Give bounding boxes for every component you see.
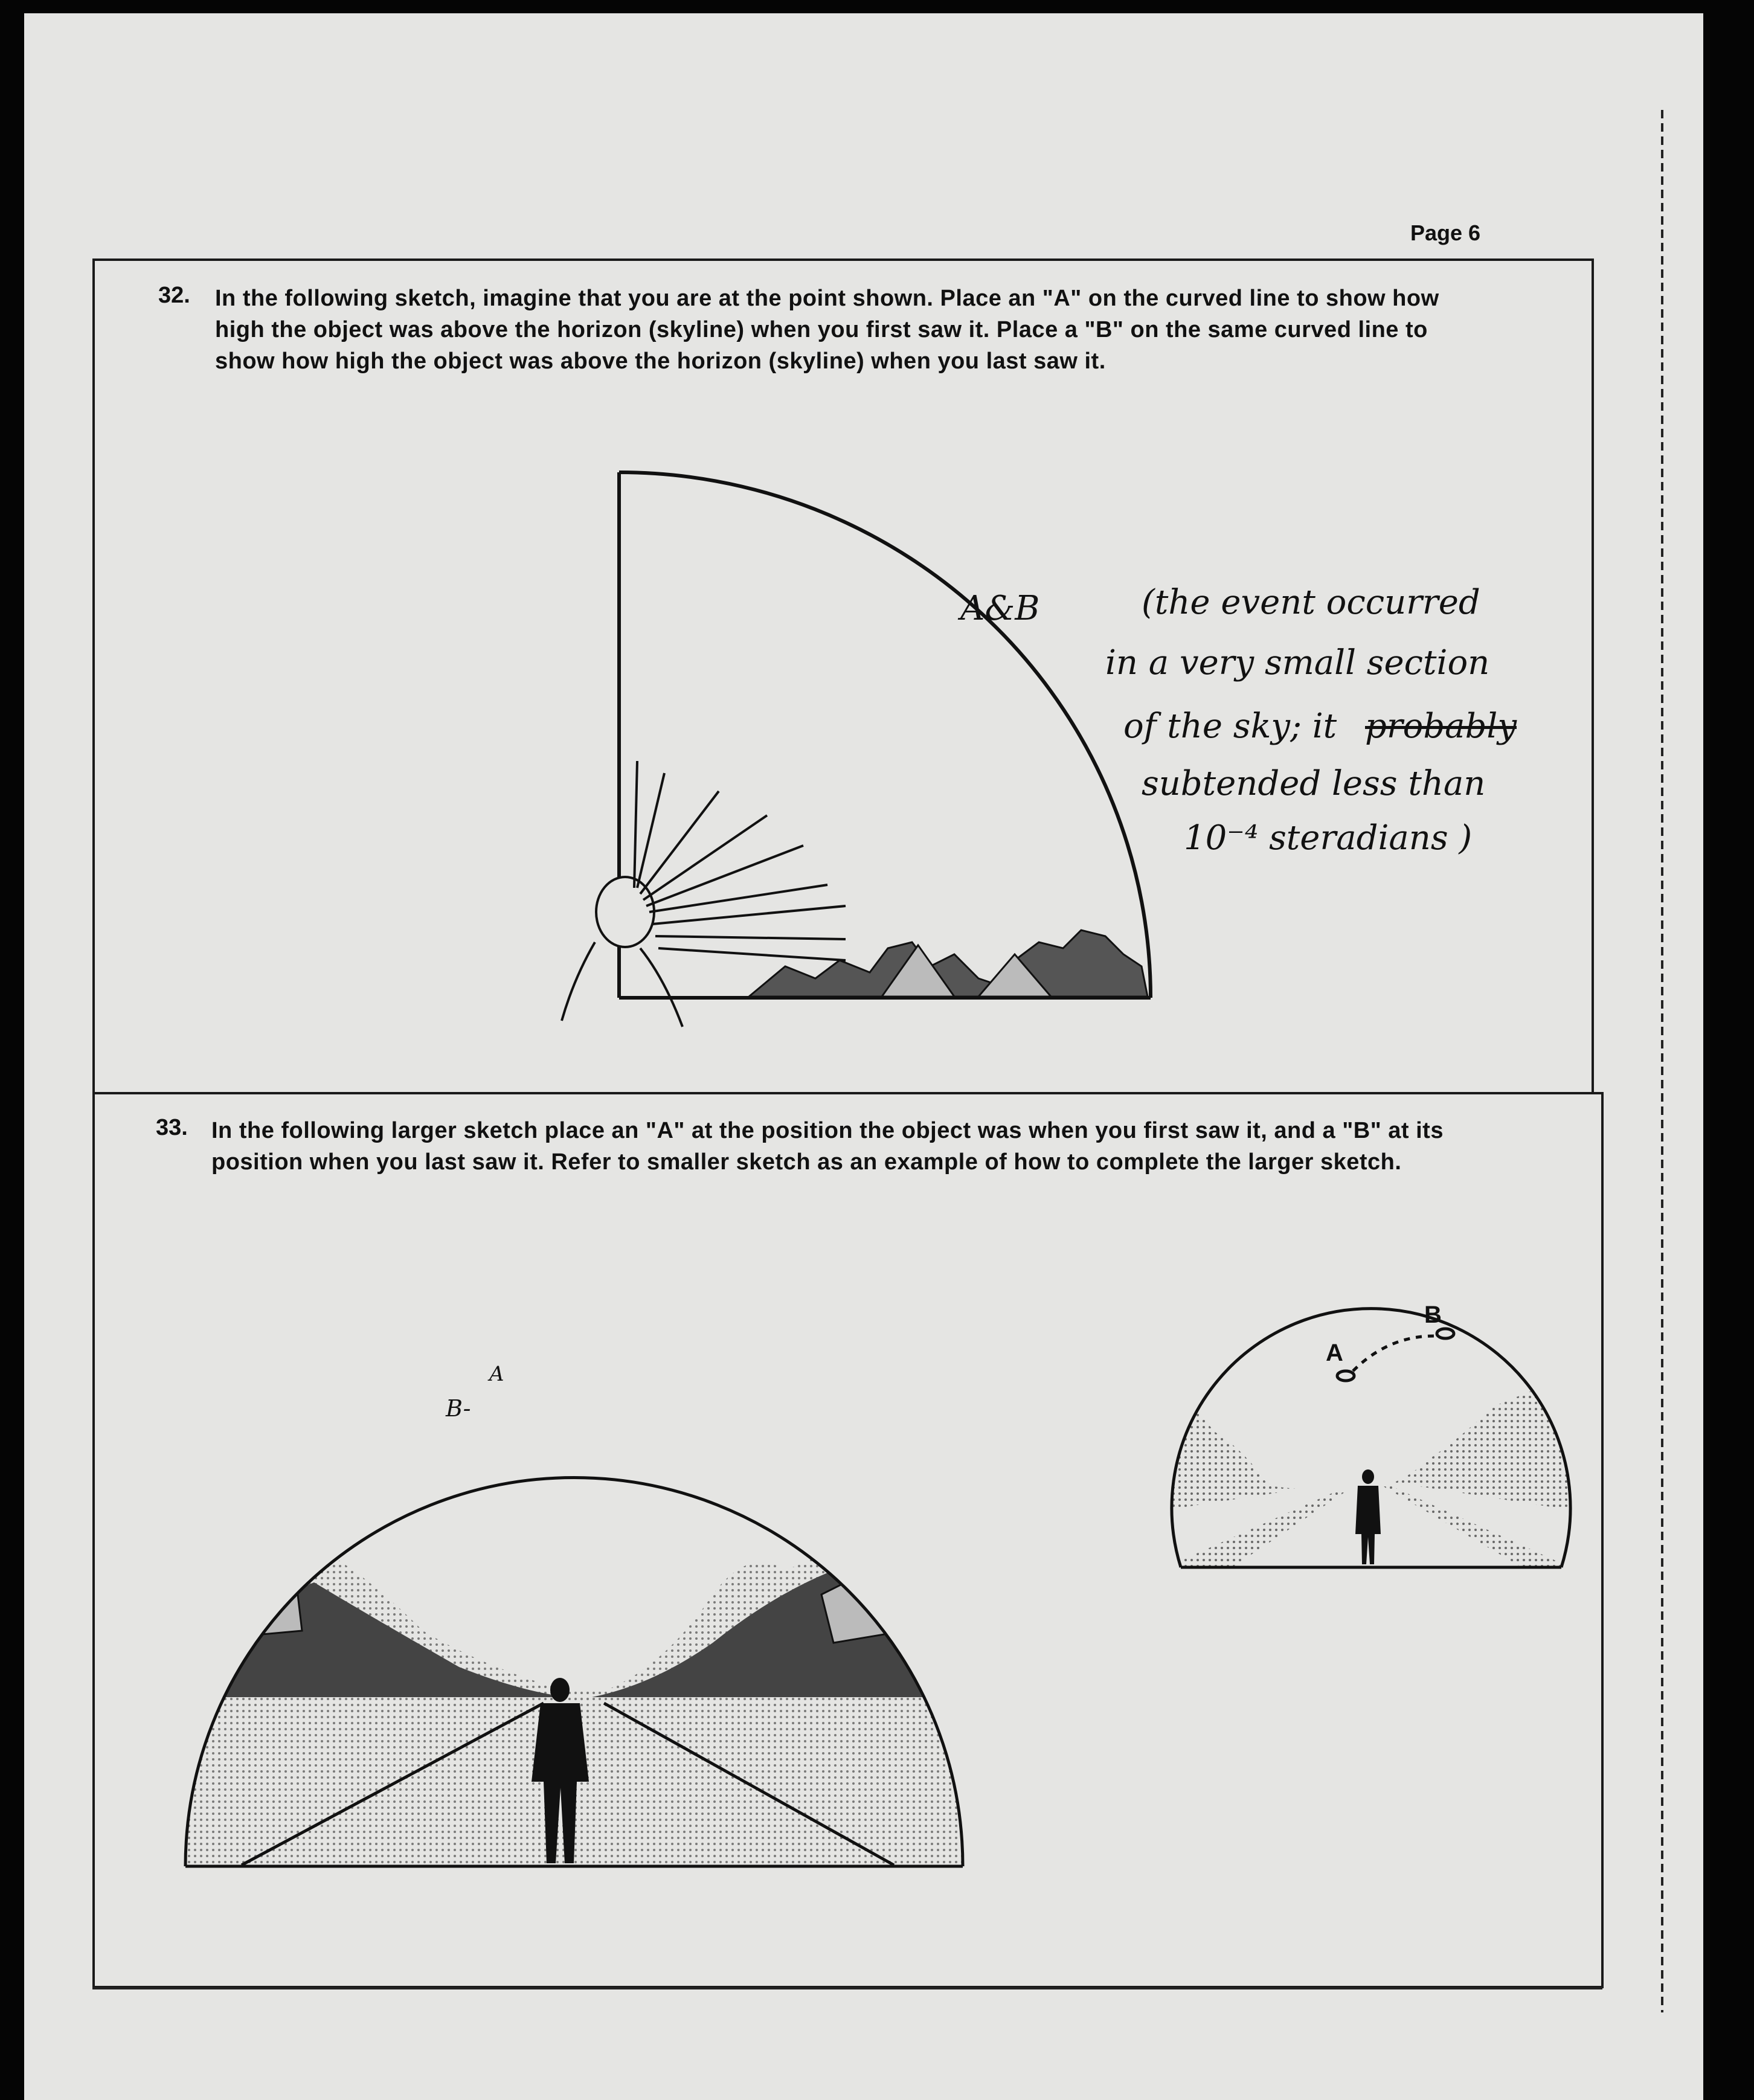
question-33-number: 33. — [156, 1115, 188, 1140]
question-32-text: In the following sketch, imagine that you are at the point shown. Place an "A" on the curved line to show how high the object was above the horizon (skyline) when you first saw it. Place a "B" on the same curved line to show how high the object was above the horizon (skyline) when you last saw it. — [215, 286, 1439, 374]
note-line-5: 10⁻⁴ steradians ) — [1184, 818, 1473, 858]
large-sketch-mark-b: B- — [446, 1395, 471, 1422]
page-bottom-rule — [92, 1987, 1602, 1989]
note-line-3: of the sky; it — [1123, 707, 1337, 746]
example-trajectory — [1337, 1329, 1454, 1381]
large-sketch-mark-a: A — [489, 1362, 504, 1386]
question-32-number: 32. — [158, 283, 190, 308]
note-line-2: in a very small section — [1105, 643, 1490, 682]
question-33-text: In the following larger sketch place an "A" at the position the object was when you first saw it, and a "B" at its position when you last saw it. Refer to smaller sketch as an example of how to complete the larger sketch. — [211, 1118, 1444, 1175]
note-line-1: (the event occurred — [1142, 583, 1480, 622]
example-mark-b: B — [1424, 1302, 1442, 1328]
example-mark-a: A — [1326, 1340, 1343, 1366]
note-struck-word: probably — [1365, 707, 1517, 746]
note-line-4: subtended less than — [1142, 764, 1486, 803]
mark-a-and-b: A&B — [960, 589, 1040, 628]
page-number: Page 6 — [1410, 220, 1481, 245]
